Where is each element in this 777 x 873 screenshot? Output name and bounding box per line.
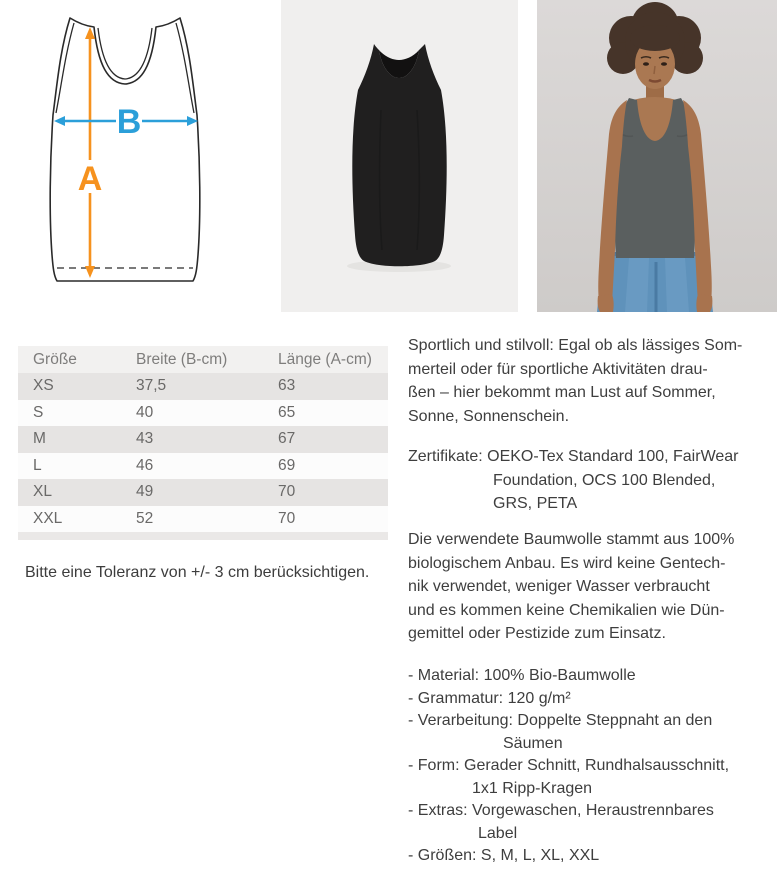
text-line: Foundation, OCS 100 Blended, [493, 471, 716, 489]
size-table-header-row [18, 346, 388, 373]
measurement-label-a: A [77, 160, 103, 198]
size-cell: XS [33, 377, 54, 394]
size-table-row-xs [18, 373, 388, 400]
size-cell: S [33, 403, 44, 421]
size-table-header-size: Größe [33, 351, 77, 368]
spec-line-grammatur: - Grammatur: 120 g/m² [408, 689, 571, 707]
tank-top-outline-drawing [30, 10, 230, 305]
width-cell: 46 [136, 456, 154, 474]
text-line: biologischem Anbau. Es wird keine Gentech- [408, 554, 726, 572]
size-diagram-image[interactable] [30, 10, 230, 305]
model-hair-front [630, 25, 680, 51]
model-photo-illustration [537, 0, 777, 312]
description-intro-paragraph [408, 334, 774, 428]
length-cell: 67 [278, 430, 296, 447]
text-line: GRS, PETA [493, 495, 578, 512]
length-cell: 70 [278, 483, 296, 500]
width-cell: 52 [136, 509, 154, 527]
size-cell: L [33, 456, 42, 474]
size-table-header-width: Breite (B-cm) [136, 351, 228, 368]
product-specs-list [408, 665, 774, 868]
text-line: merteil oder für sportliche Aktivitäten drau- [408, 360, 708, 378]
spec-line-groessen: - Größen: S, M, L, XL, XXL [408, 847, 600, 864]
product-photo-black-tank-top[interactable] [281, 0, 518, 312]
text-line: und es kommen keine Chemikalien wie Dün- [408, 601, 725, 619]
size-table-header-length: Länge (A-cm) [278, 351, 372, 368]
length-cell: 63 [278, 377, 296, 394]
text-line: nik verwendet, weniger Wasser verbraucht [408, 578, 710, 595]
length-cell: 69 [278, 456, 296, 474]
length-cell: 65 [278, 403, 296, 421]
width-cell: 37,5 [136, 377, 167, 394]
text-line: Zertifikate: OEKO-Tex Standard 100, FairWear [408, 448, 739, 465]
text-line: Sonne, Sonnenschein. [408, 407, 570, 425]
text-line: gemittel oder Pestizide zum Einsatz. [408, 625, 666, 642]
size-table-row-m [18, 426, 388, 453]
black-tank-top-photo [281, 0, 518, 312]
model-photo-wearing-tank-top[interactable] [537, 0, 777, 312]
length-cell: 70 [278, 509, 296, 527]
model-jeans [597, 252, 713, 312]
width-cell: 43 [136, 430, 154, 447]
measurement-label-b: B [116, 103, 142, 141]
size-cell: XL [33, 483, 52, 500]
spec-line-verarbeitung-cont: Säumen [503, 734, 563, 752]
size-table-row-xxl [18, 506, 388, 533]
text-line: Die verwendete Baumwolle stammt aus 100% [408, 531, 735, 548]
text-line: Sportlich und stilvoll: Egal ob als lässiges Som- [408, 337, 743, 354]
size-table-row-xl [18, 479, 388, 506]
tolerance-note: Bitte eine Toleranz von +/- 3 cm berücksichtigen. [25, 564, 370, 581]
spec-line-extras-cont: Label [478, 824, 518, 842]
spec-line-extras: - Extras: Vorgewaschen, Heraustrennbares [408, 802, 714, 819]
organic-cotton-paragraph [408, 528, 774, 646]
spec-line-form: - Form: Gerader Schnitt, Rundhalsausschnitt, [408, 757, 730, 774]
certificates-paragraph [408, 445, 774, 516]
spec-line-verarbeitung: - Verarbeitung: Doppelte Steppnaht an den [408, 712, 713, 729]
width-cell: 49 [136, 483, 154, 500]
spec-line-material: - Material: 100% Bio-Baumwolle [408, 667, 636, 684]
size-table-row-l [18, 453, 388, 480]
spec-line-form-cont: 1x1 Ripp-Kragen [472, 779, 593, 797]
size-cell: M [33, 430, 46, 447]
text-line: ßen – hier bekommt man Lust auf Sommer, [408, 384, 716, 401]
size-cell: XXL [33, 509, 63, 527]
width-cell: 40 [136, 403, 154, 421]
tank-top-body-outline [50, 18, 200, 281]
size-table-row-s [18, 400, 388, 427]
size-table [18, 346, 388, 540]
size-table-bottom-strip [18, 532, 388, 540]
